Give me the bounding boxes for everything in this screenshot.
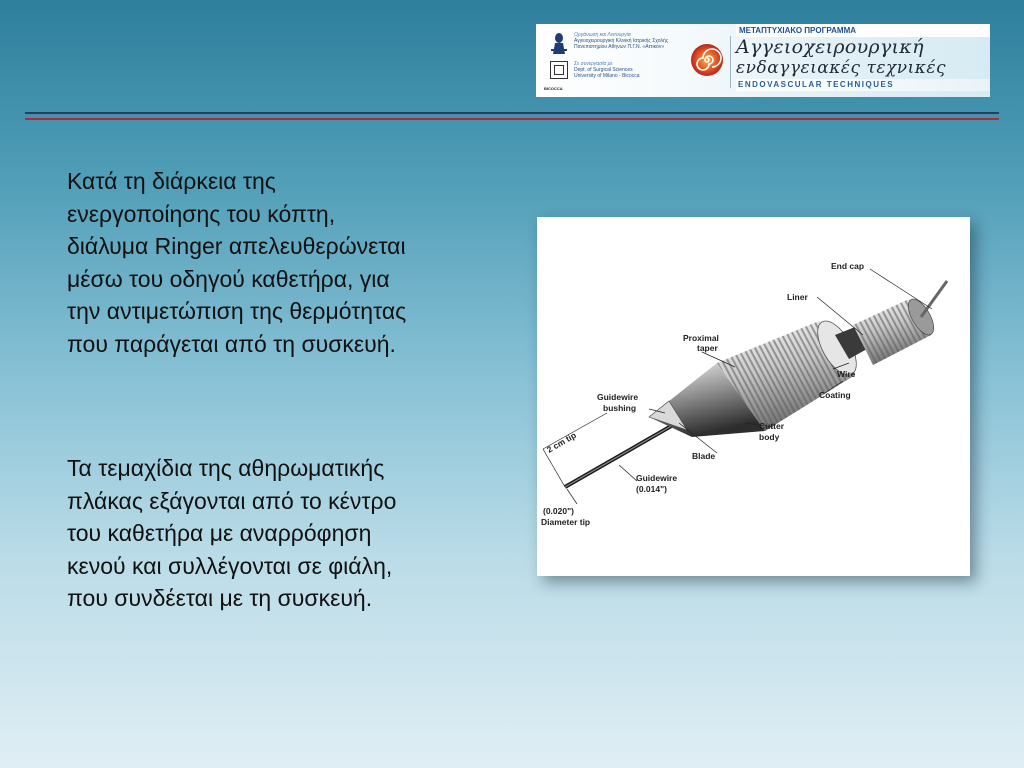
spiral-logo-icon xyxy=(690,43,724,77)
label-blade: Blade xyxy=(692,451,716,461)
label-coating: Coating xyxy=(819,390,851,400)
university-seal-icon xyxy=(550,32,568,54)
org-milano-line-2: University of Milano - Bicocca xyxy=(574,73,640,79)
label-guidewire-bushing-2: bushing xyxy=(603,403,637,413)
organizer-milano xyxy=(550,61,700,83)
label-end-cap: End cap xyxy=(831,261,865,271)
program-title-line-2: ενδαγγειακές τεχνικές xyxy=(736,58,947,78)
bicocca-logo-icon xyxy=(550,61,568,79)
distal-coil xyxy=(853,295,939,365)
label-liner: Liner xyxy=(787,292,808,302)
header-rule-red xyxy=(25,118,999,120)
label-wire: Wire xyxy=(837,369,856,379)
label-cutter-body-1: Cutter xyxy=(759,421,785,431)
program-subtitle: ENDOVASCULAR TECHNIQUES xyxy=(736,79,990,91)
label-diameter-tip-2: Diameter tip xyxy=(541,517,591,527)
header-rule-dark xyxy=(25,112,999,114)
banner-divider xyxy=(730,36,731,88)
label-proximal-taper-2: taper xyxy=(697,343,718,353)
body-paragraph-aspiration: Τα τεμαχίδια της αθηρωματικής πλάκας εξάγονται από το κέντρο του καθετήρα με αναρρόφηση κενού και συλλέγονται σε φιάλη, που συνδέεται με τη συσκευή. xyxy=(67,455,397,611)
end-cap-wire xyxy=(921,281,947,317)
body-paragraph-ringer: Κατά τη διάρκεια της ενεργοποίησης του κόπτη, διάλυμα Ringer απελευθερώνεται μέσω του οδηγού καθετήρα, για την αντιμετώπιση της θερμότητας που παράγεται από τη συσκευή. xyxy=(67,168,407,357)
org-athens-line-1: Αγγειοχειρουργική Κλινική Ιατρικής Σχολής xyxy=(574,38,669,44)
org-milano-line-1: Dept. of Surgical Sciences xyxy=(574,67,633,73)
program-label: ΜΕΤΑΠΤΥΧΙΑΚΟ ΠΡΟΓΡΑΜΜΑ xyxy=(736,24,990,37)
label-proximal-taper-1: Proximal xyxy=(683,333,719,343)
program-title-line-1: Αγγειοχειρουργική xyxy=(736,36,924,58)
bicocca-label: BICOCCA xyxy=(544,86,563,91)
label-guidewire-2: (0.014") xyxy=(636,484,667,494)
organizers-block xyxy=(550,32,700,90)
organizer-athens xyxy=(550,32,700,54)
org-caption-collaboration: Σε συνεργασία με xyxy=(574,61,613,67)
program-banner xyxy=(536,24,990,97)
label-diameter-tip-1: (0.020") xyxy=(543,506,574,516)
label-tip-dimension: 2 cm tip xyxy=(545,430,578,455)
atherectomy-device-diagram xyxy=(537,217,970,576)
label-cutter-body-2: body xyxy=(759,432,780,442)
label-guidewire-1: Guidewire xyxy=(636,473,678,483)
org-athens-line-2: Πανεπιστημίου Αθηνών Π.Γ.Ν. «Αττικόν» xyxy=(574,44,665,50)
label-guidewire-bushing-1: Guidewire xyxy=(597,392,639,402)
org-caption-organization: Οργάνωση και Λειτουργία xyxy=(574,32,631,38)
